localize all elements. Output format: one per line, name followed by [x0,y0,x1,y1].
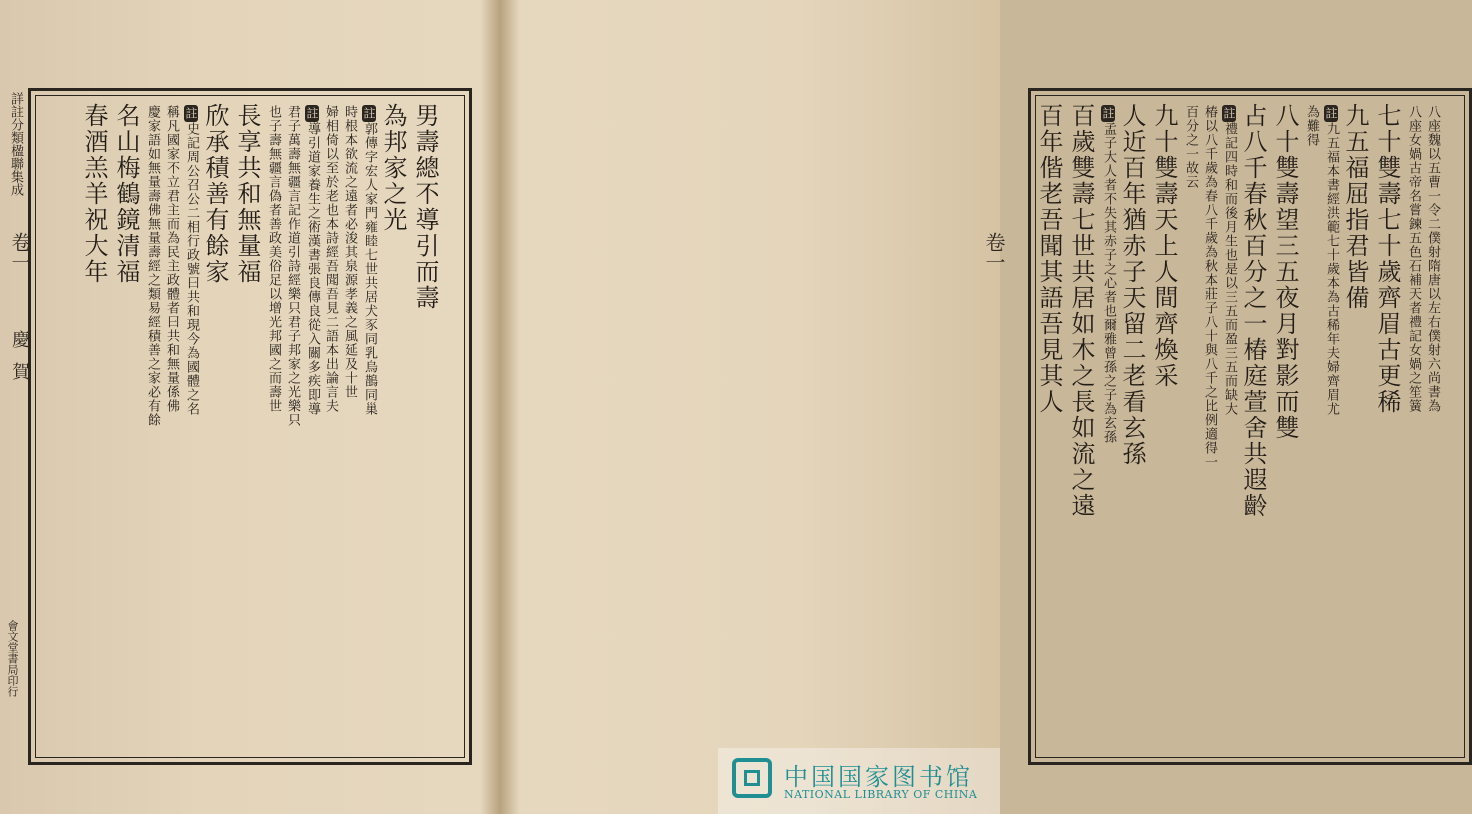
column-text: 禮記四時和而後月生也是以三五而盈三五而缺大 [1222,122,1237,416]
left-margin-section: 慶賀 [9,330,30,394]
left-page-column [165,105,178,413]
annotation-mark: 註 [1101,107,1115,120]
column-text: 八座女媧古帝名嘗鍊五色石補天者禮記女媧之笙簧 [1406,105,1421,413]
left-page-column [305,105,319,416]
column-text: 百分之一故云 [1183,105,1198,189]
left-page-column [235,103,259,285]
column-text: 為難得 [1304,105,1319,147]
right-page [500,0,1440,814]
left-text-frame [28,88,472,765]
left-page-column [413,103,437,311]
left-margin-juan: 卷一 [8,232,32,272]
column-text: 稱凡國家不立君主而為民主政體者曰共和無量係佛 [164,105,179,413]
column-text: 導引道家養生之術漢書張良傳良從入關多疾即導 [305,122,320,416]
column-text: 郭傳字宏人家門雍睦七世共居犬豕同乳烏鵲同巢 [362,122,377,416]
left-margin-publisher: 會文堂書局印行 [6,620,19,697]
column-text: 八十雙壽望三五夜月對影而雙 [1271,103,1299,441]
left-page-column [146,105,159,427]
column-text: 慶家語如無量壽佛無量壽經之類易經積善之家必有餘 [145,105,160,427]
left-page-column [267,105,280,413]
column-text: 九五福本書經洪範七十歲本為古稀年夫婦齊眉尤 [1324,122,1339,416]
column-text: 九五福屈指君皆備 [1341,103,1369,311]
right-page-column [1203,105,1216,469]
left-page-column [381,103,405,233]
column-text: 春酒羔羊祝大年 [80,103,108,285]
left-page-column [82,103,106,285]
annotation-mark: 註 [1222,107,1236,120]
right-page-column [1101,105,1115,444]
column-text: 九十雙壽天上人間齊煥采 [1150,103,1178,389]
left-page-column [343,105,356,399]
right-page-column [1305,105,1318,147]
column-text: 史記周公召公二相行政號曰共和現今為國體之名 [184,122,199,416]
column-text: 時根本欲流之遠者必浚其泉源孝義之風延及十世 [342,105,357,399]
right-page-column [1120,103,1144,467]
column-text: 長享共和無量福 [233,103,261,285]
left-page-column [362,105,376,416]
column-text: 八座魏以五曹一令二僕射隋唐以左右僕射六尚書為 [1425,105,1440,413]
right-page-column [1375,103,1399,415]
right-page-column [1343,103,1367,311]
column-text: 為邦家之光 [379,103,407,233]
column-text: 百歲雙壽七世共居如木之長如流之遠 [1067,103,1095,519]
column-text: 男壽總不導引而壽 [411,103,439,311]
column-text: 君子萬壽無疆言記作道引詩經樂只君子邦家之光樂只 [285,105,300,427]
right-page-column [1426,105,1439,413]
watermark-en: NATIONAL LIBRARY OF CHINA [784,788,978,801]
annotation-mark: 註 [305,107,319,120]
left-page-column [286,105,299,427]
left-page-column [324,105,337,413]
right-page-column [1152,103,1176,389]
column-text: 孟子大人者不失其赤子之心者也爾雅曾孫之子為玄孫 [1101,122,1116,444]
column-text: 占八千春秋百分之一椿庭萱舍共遐齡 [1239,103,1267,519]
watermark-cn: 中国国家图书馆 [784,763,973,791]
left-page-column [114,103,138,285]
right-page-column [1037,103,1061,415]
left-page [0,0,500,814]
right-page-column [1222,105,1236,416]
right-page-column [1407,105,1420,413]
column-text: 人近百年猶赤子天留二老看玄孫 [1118,103,1146,467]
column-text: 也子壽無疆言偽者善政美俗足以增光邦國之而壽世 [266,105,281,413]
column-text: 百年偕老吾聞其語吾見其人 [1035,103,1063,415]
left-margin-title: 詳註分類楹聯集成 [8,92,23,196]
annotation-mark: 註 [362,107,376,120]
right-page-column [1273,103,1297,441]
annotation-mark: 註 [1324,107,1338,120]
column-text: 七十雙壽七十歲齊眉古更稀 [1373,103,1401,415]
column-text: 名山梅鶴鏡清福 [112,103,140,285]
right-page-column [1324,105,1338,416]
library-logo-icon [732,758,772,798]
column-text: 椿以八千歲為春八千歲為秋本莊子八十與八千之比例適得一 [1202,105,1217,469]
right-page-column [1069,103,1093,519]
column-text: 欣承積善有餘家 [201,103,229,285]
right-page-column [1184,105,1197,189]
column-text: 婦相倚以至於老也本詩經吾聞吾見二語本出論言夫 [323,105,338,413]
right-text-frame [1028,88,1472,765]
left-page-column [203,103,227,285]
left-page-column [184,105,198,416]
annotation-mark: 註 [184,107,198,120]
right-margin-juan: 卷一 [982,232,1006,272]
right-page-column [1241,103,1265,519]
library-watermark [718,748,1000,814]
